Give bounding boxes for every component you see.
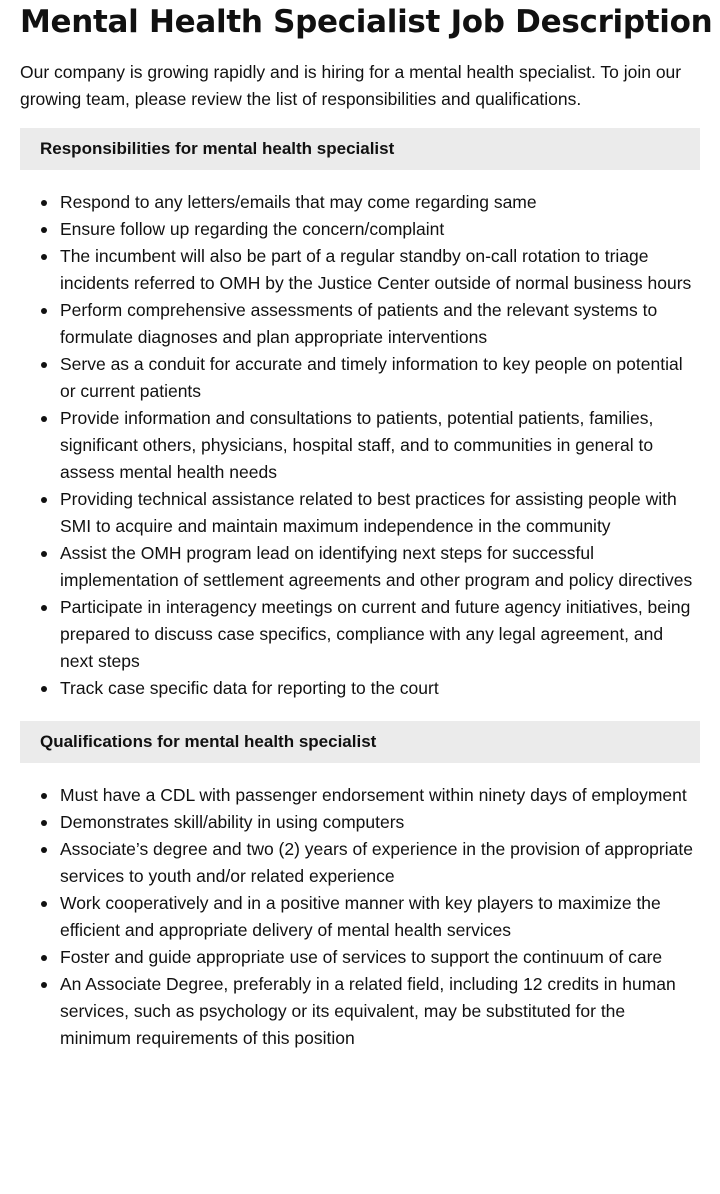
list-item — [20, 216, 700, 243]
list-item — [20, 944, 700, 971]
list-item — [20, 540, 700, 594]
bullet-icon — [41, 362, 47, 368]
qualifications-list — [20, 782, 700, 1052]
job-description-page — [0, 2, 720, 1052]
list-item — [20, 486, 700, 540]
list-item-text: Assist the OMH program lead on identifying next steps for successful implementation of settlement agreements and other program and policy directives — [60, 543, 693, 590]
bullet-icon — [41, 200, 47, 206]
bullet-icon — [41, 982, 47, 988]
bullet-icon — [41, 497, 47, 503]
bullet-icon — [41, 605, 47, 611]
bullet-icon — [41, 955, 47, 961]
bullet-icon — [41, 227, 47, 233]
list-item — [20, 243, 700, 297]
list-item-text: Participate in interagency meetings on current and future agency initiatives, being prepared to discuss case specifics, compliance with any legal agreement, and next steps — [60, 597, 691, 671]
intro-paragraph: Our company is growing rapidly and is hiring for a mental health specialist. To join our growing team, please review the list of responsibilities and qualifications. — [20, 62, 682, 109]
list-item — [20, 809, 700, 836]
list-item — [20, 405, 700, 486]
list-item-text: Serve as a conduit for accurate and timely information to key people on potential or current patients — [60, 354, 683, 401]
list-item — [20, 836, 700, 890]
list-item-text: Respond to any letters/emails that may come regarding same — [60, 192, 537, 212]
bullet-icon — [41, 847, 47, 853]
list-item-text: Must have a CDL with passenger endorsement within ninety days of employment — [60, 785, 687, 805]
bullet-icon — [41, 686, 47, 692]
list-item — [20, 890, 700, 944]
bullet-icon — [41, 793, 47, 799]
bullet-icon — [41, 820, 47, 826]
list-item — [20, 297, 700, 351]
bullet-icon — [41, 308, 47, 314]
list-item-text: Work cooperatively and in a positive manner with key players to maximize the efficient and appropriate delivery of mental health services — [60, 893, 661, 940]
list-item-text: An Associate Degree, preferably in a related field, including 12 credits in human services, such as psychology or its equivalent, may be substituted for the minimum requirements of this position — [60, 974, 676, 1048]
list-item-text: Demonstrates skill/ability in using computers — [60, 812, 405, 832]
list-item-text: Foster and guide appropriate use of services to support the continuum of care — [60, 947, 663, 967]
page-title: Mental Health Specialist Job Description — [20, 4, 713, 40]
list-item-text: The incumbent will also be part of a regular standby on-call rotation to triage incidents referred to OMH by the Justice Center outside of normal business hours — [60, 246, 692, 293]
list-item-text: Providing technical assistance related to best practices for assisting people with SMI to acquire and maintain maximum independence in the community — [60, 489, 677, 536]
list-item — [20, 971, 700, 1052]
list-item — [20, 675, 700, 702]
list-item-text: Track case specific data for reporting to the court — [60, 678, 439, 698]
list-item-text: Ensure follow up regarding the concern/complaint — [60, 219, 445, 239]
qualifications-heading: Qualifications for mental health specialist — [20, 721, 700, 763]
bullet-icon — [41, 254, 47, 260]
list-item — [20, 189, 700, 216]
list-item-text: Provide information and consultations to patients, potential patients, families, significant others, physicians, hospital staff, and to communities in general to assess mental health needs — [60, 408, 654, 482]
bullet-icon — [41, 416, 47, 422]
list-item-text: Perform comprehensive assessments of patients and the relevant systems to formulate diagnoses and plan appropriate interventions — [60, 300, 658, 347]
list-item — [20, 351, 700, 405]
bullet-icon — [41, 901, 47, 907]
responsibilities-list — [20, 189, 700, 702]
list-item — [20, 782, 700, 809]
responsibilities-heading: Responsibilities for mental health specialist — [20, 128, 700, 170]
bullet-icon — [41, 551, 47, 557]
list-item — [20, 594, 700, 675]
list-item-text: Associate’s degree and two (2) years of experience in the provision of appropriate services to youth and/or related experience — [60, 839, 693, 886]
